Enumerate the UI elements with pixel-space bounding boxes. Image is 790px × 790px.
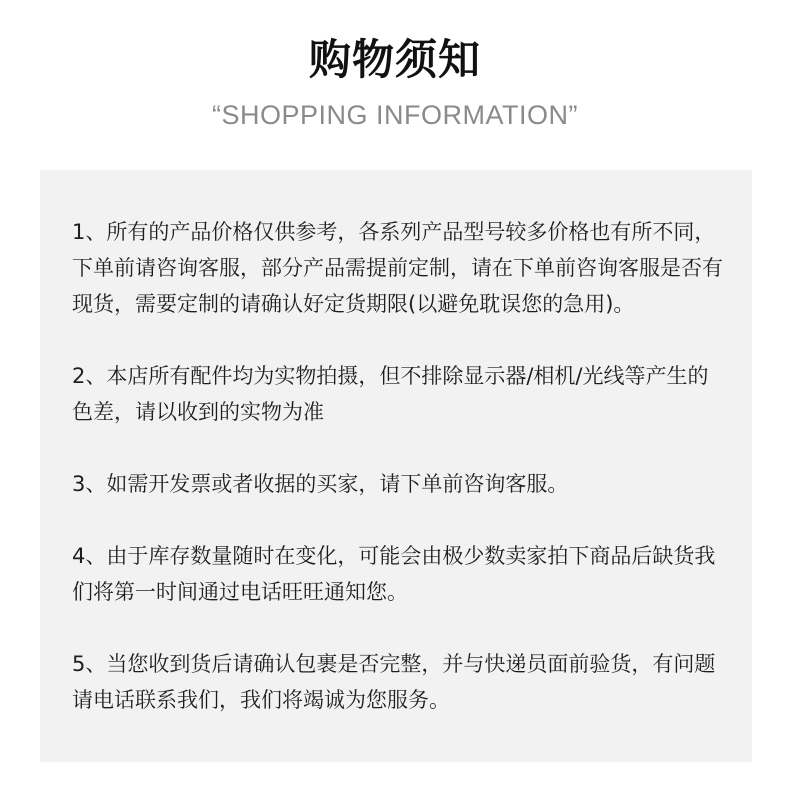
notice-item-5: 5、当您收到货后请确认包裹是否完整，并与快递员面前验货，有问题请电话联系我们，我们将竭诚为您服务。 (72, 652, 716, 712)
notice-panel (40, 170, 752, 762)
page-title: 购物须知 (308, 35, 481, 84)
notice-item-4: 4、由于库存数量随时在变化，可能会由极少数卖家拍下商品后缺货我们将第一时间通过电话旺旺通知您。 (72, 544, 716, 604)
page-header (0, 30, 790, 132)
notice-item-1: 1、所有的产品价格仅供参考，各系列产品型号较多价格也有所不同，下单前请咨询客服，部分产品需提前定制，请在下单前咨询客服是否有现货，需要定制的请确认好定货期限(以避免耽误您的急用)。 (72, 220, 723, 316)
page-subtitle: “SHOPPING INFORMATION” (212, 100, 578, 130)
notice-item-3: 3、如需开发票或者收据的买家，请下单前咨询客服。 (72, 472, 569, 496)
notice-item-2: 2、本店所有配件均为实物拍摄，但不排除显示器/相机/光线等产生的色差，请以收到的实物为准 (72, 364, 709, 424)
